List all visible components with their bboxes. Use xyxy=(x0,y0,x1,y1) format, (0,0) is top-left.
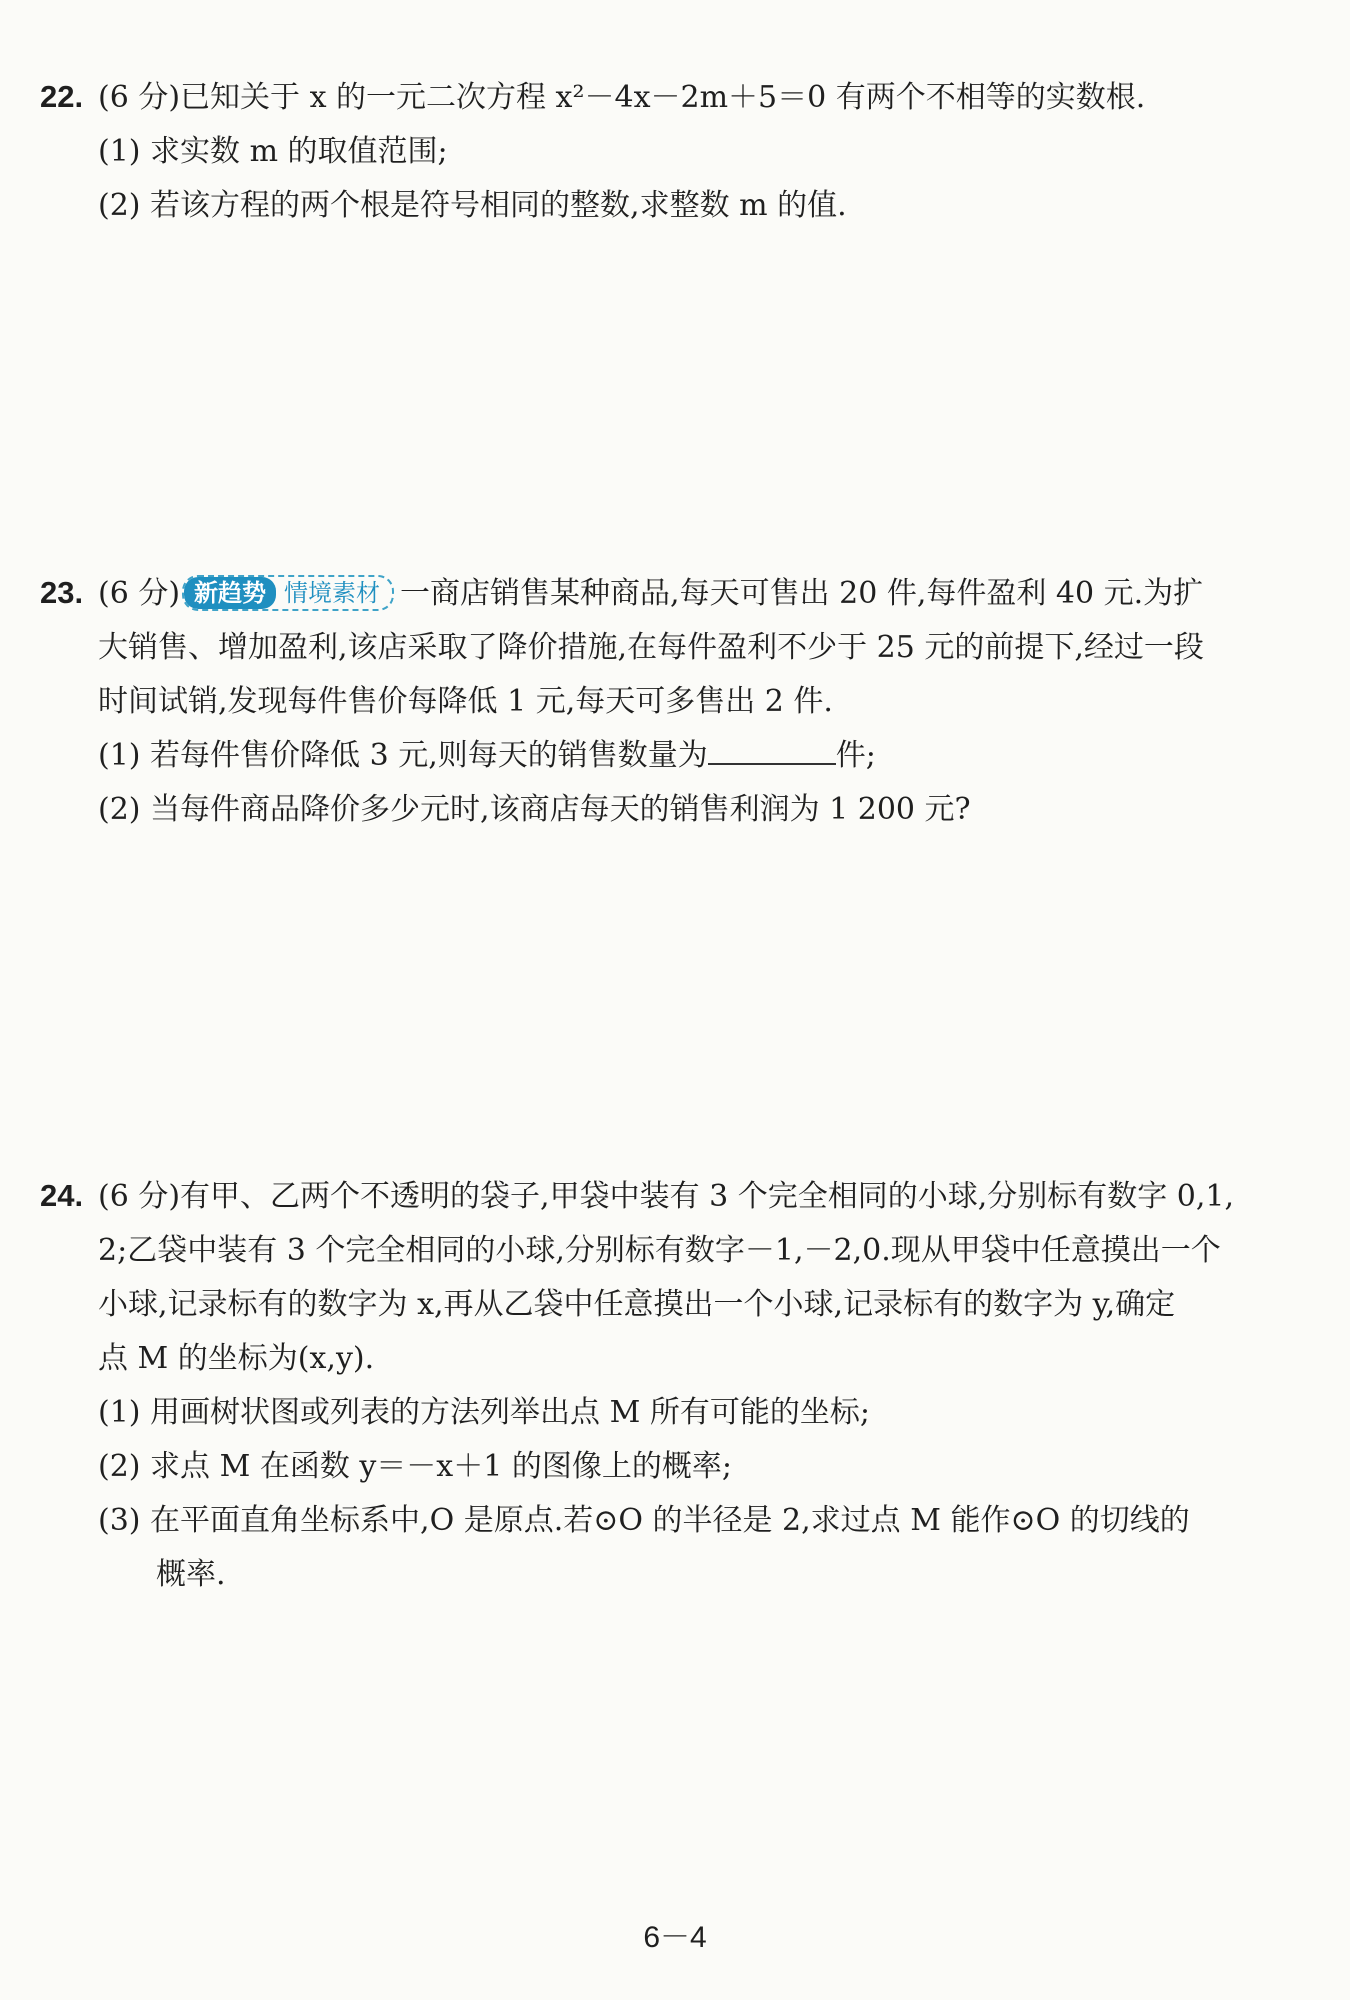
problem-24 xyxy=(40,1169,1290,1602)
problem-22-part-2: (2) 若该方程的两个根是符号相同的整数,求整数 m 的值. xyxy=(98,188,847,223)
problem-22-text: (6 分)已知关于 x 的一元二次方程 x²－4x－2m＋5＝0 有两个不相等的实数根. xyxy=(98,80,1146,115)
problem-24-part-1: (1) 用画树状图或列表的方法列举出点 M 所有可能的坐标; xyxy=(98,1395,870,1430)
problem-23-text: 一商店销售某种商品,每天可售出 20 件,每件盈利 40 元.为扩 xyxy=(400,576,1204,611)
problem-22-stem xyxy=(40,70,1290,125)
problem-23-part-2: (2) 当每件商品降价多少元时,该商店每天的销售利润为 1 200 元? xyxy=(98,792,971,827)
problem-23 xyxy=(40,566,1290,837)
problem-24-part-2: (2) 求点 M 在函数 y＝－x＋1 的图像上的概率; xyxy=(98,1449,732,1484)
problem-22-part-1: (1) 求实数 m 的取值范围; xyxy=(98,134,448,169)
problem-24-stem-line-1 xyxy=(40,1169,1290,1224)
problem-number: 23. xyxy=(40,575,84,610)
problem-23-stem-line-1 xyxy=(40,566,1290,621)
answer-blank[interactable] xyxy=(708,737,836,765)
new-trend-badge xyxy=(182,575,394,611)
part-1-text: (1) 若每件售价降低 3 元,则每天的销售数量为 xyxy=(98,738,708,773)
problem-23-stem-line-3: 时间试销,发现每件售价每降低 1 元,每天可多售出 2 件. xyxy=(98,684,833,719)
badge-primary-label: 新趋势 xyxy=(184,577,276,609)
problem-23-points: (6 分) xyxy=(98,576,181,611)
problem-number: 24. xyxy=(40,1178,84,1213)
problem-24-stem-line-3: 小球,记录标有的数字为 x,再从乙袋中任意摸出一个小球,记录标有的数字为 y,确定 xyxy=(98,1287,1176,1322)
problem-24-stem-line-2: 2;乙袋中装有 3 个完全相同的小球,分别标有数字－1,－2,0.现从甲袋中任意摸出一个 xyxy=(98,1233,1221,1268)
problem-24-stem-line-4: 点 M 的坐标为(x,y). xyxy=(98,1341,375,1376)
problem-24-part-3: (3) 在平面直角坐标系中,O 是原点.若⊙O 的半径是 2,求过点 M 能作⊙O 的切线的 xyxy=(98,1503,1190,1538)
part-1-unit: 件; xyxy=(835,738,876,773)
problem-24-part-3-cont: 概率. xyxy=(156,1557,226,1592)
problem-24-text: (6 分)有甲、乙两个不透明的袋子,甲袋中装有 3 个完全相同的小球,分别标有数字 0,1, xyxy=(98,1179,1235,1214)
page-number: 6－4 xyxy=(643,1921,707,1954)
problem-22 xyxy=(40,70,1290,233)
problem-23-part-1 xyxy=(40,729,1290,783)
problem-number: 22. xyxy=(40,79,84,114)
badge-secondary-label: 情境素材 xyxy=(284,579,381,607)
problem-23-stem-line-2: 大销售、增加盈利,该店采取了降价措施,在每件盈利不少于 25 元的前提下,经过一段 xyxy=(98,630,1204,665)
